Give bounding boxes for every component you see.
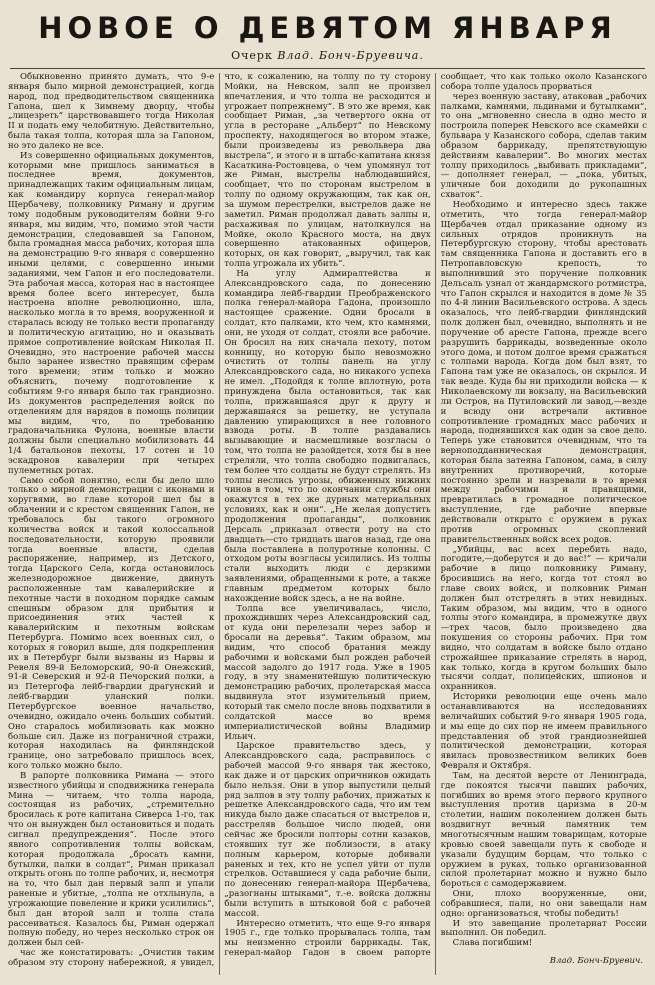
paragraph: В рапорте полковника Римана — этого известного убийцы и сподвижника генерала Мина — читаем, что толпа народа, состоящая из рабочих, „стремительно бросилась к роте капитана Сиверса 1-го, так что он вынужден был остановиться и подать сигнал предупреждения“. После этого явного сопротивления толпы войскам, которая продолжала „бросать камни, бутылки, палки в солдат“, Риман приказал открыть огонь по толпе рабочих, и, несмотря на то, что был дан первый залп и упали раненые и убитые, „толпа не отхлынула, а угрожающие повеление и крики усилились“, был дан второй залп и толпа стала рассеиваться. Казалось бы, Риман одержал полную победу, но через несколько строк он должен был сей- xyxy=(8,770,215,949)
subtitle-prefix: Очерк xyxy=(231,49,273,62)
paragraph: Царское правительство здесь, у Александровского сада, расправилось с рабочей массой 9-го января так жестоко, как даже и от царских опричников ожидать было нельзя. Они в упор выпустили целый ряд залпов в эту толпу рабочих, прижатых к решетке Александровского сада, что им тем никуда было даже спасаться от выстрелов и, расстреляв большое число людей, они сейчас же бросили полторы сотни казаков, стоявших тут же поблизости, в атаку полным карьером, которые добивали раненых и тех, кто не успел уйти от пули стрелков. Оставшиеся у сада рабочие были, по донесению генерал-майора Щербачева, „разогнаны штыками“, т.-е. войска должны были вступить в штыковой бой с рабочей массой. xyxy=(224,741,431,919)
paragraph: На углу Адмиралтейства и Александровского сада, по донесению командира лейб-гвардии Преображенского полка генерал-майора Гадона, произошло настоящее сражение. Одни бросали в солдат, кто палками, кто чем, кто камнями, они, не уходя от солдат, стояли все рабочие. Он бросил на них сначала пехоту, потом конницу, но которую было невозможно очистить от толпы панель на углу Александровского сада, но никакого успеха не имел. „Подойдя к толпе вплотную, рота принуждена была остановиться, так как толпа, прижавшаяся друг к другу и державшаяся за решетку, не уступала давлению упирающихся в нее головного взвода роты. В толпе раздавались вызывающие и насмешливые возгласы о том, что толпа не разойдется, хотя бы в нее стреляли, что толпа свободно подвигалась, тем более что солдаты не будут стрелять. Из толпы неслись угрозы, обиженных нижних чинов в том, что по окончании службы они окажутся в тех же дурных материальных условиях, как и они“. „Не желая допустить продолжения пропаганды“, полковник Дерсаль „приказал отвести роту на сто двадцать—сто тридцать шагов назад, где она была поставлена в полуротные колонны. С отходом роты возгласы усилились. Из толпы стали выходить люди с дерзкими заявлениями, обращенными к роте, а также главным предметом которых было нахождение войск здесь, а не на войне. xyxy=(224,268,431,604)
paragraph: через военную заставу, атаковав „рабочих палками, камнями, льдинами и бутылками“, то она „мгновенно снесла в одно место и построила поперек Невского все скамейки с бульвара у Казанского собора, сделав таким образом баррикаду, препятствующую действиям кавалерии“. Во многих местах толпу приходилось „выбивать прикладами“, — дополняет генерал, — „пока, убитых, уличные бои доходили до рукопашных схваток“. xyxy=(440,91,647,201)
signature: Влад. Бонч-Бруевич. xyxy=(549,956,643,967)
paragraph: Толпа все увеличивалась, число, прохождивших через Александровский сад, от куда они перелезали через забор и бросали на деревья“. Таким образом, мы видим, что способ братания между рабочими и войсками был рожден рабочей массой задолго до 1917 года. Уже в 1905 году, в эту знаменитейшую политическую демонстрацию рабочих, пролетарская масса выдвинула этот изумительный прием, который так смело после вновь подхватили в солдатской массе во время империалистической войны Владимир Ильич. xyxy=(224,603,431,742)
paragraph: Слава погибшим! xyxy=(452,938,533,949)
paragraph: Они, плохо вооруженные, они, собравшиеся, пали, но они завещали нам одно: организоваться, чтобы победить! xyxy=(440,889,647,919)
paragraph: И это завещание пролетариат России выполнил. Он победил. xyxy=(440,918,647,939)
paragraph: „Убийцы, вас всех перебить надо, погодите,—доберутся и до вас!“ — кричали рабочие в лицо полковнику Риману, бросившись на него, когда тот стоял во главе своих войск, и полковник Риман должен был отстрелять в этих невидных. Таким образом, мы видим, что в одного толпы этого командира, в промежутке двух—трех часов, было произведено два покушения со стороны рабочих. При том видно, что солдатам в войске было отдано строжайшее приказание стрелять в народ, как только, когда в кругом больших было тысячи солдат, полицейских, шпионов и охранников. xyxy=(440,544,647,693)
article-subtitle xyxy=(8,49,647,62)
paragraph: Там, на десятой версте от Ленинграда, где покоятся тысячи павших рабочих, погибших во время этого первого крупного выступления против царизма в 20-м столетии, нашим поколением должен быть воздвигнут вечный памятник тем многотысячным нашим товарищам, которые кровью своей завещали путь к свободе и указали будущим борцам, что только с оружием в руках, только организованной силой пролетариат можно и нужно было бороться с самодержавием. xyxy=(440,770,647,890)
subtitle-author: Влад. Бонч-Бруевича. xyxy=(277,49,424,62)
paragraph: час же констатировать: „Очистив таким образом эту сторону набережной, я увидел, что, к сожалению, на толпу по ту сторону Мойки, на Невском, залп не произвел впечатления, и что толпа не расходится и угрожает попрежнему“. В это же время, как сообщает Риман, „за четвертого окна от угла в ресторане „Альберт“ по Невскому проспекту, находящегося во втором этаже, были произведены из револьвера два выстрела“, и этого и в штабс-капитана князя Касаткина-Ростовцева, о чем упомянул тот же Риман, выстрелы наблюдавшийся, сообщает, что по сторонам выстрелом в толпу по одному окружающим, так как он, за шумом перестрелки, выстрелов даже не заметил. Риман продолжал давать залпы и, расхаживая по улицам, натолкнулся на Мойке, около Красного моста, на двух совершенно атакованных офицеров, которых, он как говорит, „выручил, так как толпа угрожала их убить“. xyxy=(8,72,431,968)
paragraph: Обыкновенно принято думать, что 9-е января было мирной демонстрацией, когда народ, под предводительством священника Гапона, шел к Зимнему дворцу, чтобы „лицезреть“ царствовавшего тогда Николая II и подать ему челобитную. Действительно, была такая толпа, которая шла за Гапоном, но это далеко не все. xyxy=(8,72,215,151)
paragraph: Необходимо и интересно здесь также отметить, что тогда генерал-майор Щербачев отдал приказание одному из сильных отрядов проникнуть на Петербургскую сторону, чтобы арестовать там священника Гапона и доставить его в Петропавловскую крепость, то выполнивший это поручение полковник Дельсаль узнал от жандармского ротмистра, что Гапон скрылся и находится в доме № 35 по 4-й линии Васильевского острова. А здесь оказалось, что лейб-гвардии финляндский полк должен был, очевидно, выполнять и не поручение об аресте Гапона, прежде всего разрушить баррикады, возведенные около этого дома, и потом долгое время сражаться с толпами народа. Когда дом был взят, то Гапона там уже не оказалось, он скрылся. И так везде. Куда бы ни приходили войска — к Николаевскому ли вокзалу, на Васильевский ли Остров, на Путиловский ли завод,—везде и всюду они встречали активное сопротивление громадных масс рабочих и народа, поднявшихся как один за свое дело. Теперь уже становится очевидным, что та верноподданническая демонстрация, которая была затеяна Гапоном, сама, в силу внутренних противоречий, которые постоянно зрели и назревали в то время между рабочими и правящими, превратилась в громадное политическое выступление, где рабочие впервые действовали открыто с оружием в руках против огромных скоплений правительственных войск всех родов. xyxy=(440,199,647,545)
article-title: НОВОЕ О ДЕВЯТОМ ЯНВАРЯ xyxy=(38,11,617,45)
article-body xyxy=(8,73,647,975)
paragraph: Историки революции еще очень мало останавливаются на исследованиях величайших событий 9-го января 1905 года, и мы еще до сих пор не имеем правильного представления об этой грандиознейшей политической демонстрации, которая явилась провозвестником великих боев Февраля и Октября. xyxy=(440,692,647,772)
paragraph: Из совершенно официальных документов, которыми мне пришлось заниматься в последнее время, документов, принадлежащих таким официальным лицам, как командиру корпуса генерал-майор Щербачеву, полковнику Риману и другим тому подобным руководителям бойни 9-го января, мы видим, что, помимо этой части демонстрации, следовавшей за Гапоном, была громадная масса рабочих, которая шла на демонстрацию 9-го января с совершенно иными целями, с совершенно иными заданиями, чем Гапон и его последователи. Эта рабочая масса, которая нас в настоящее время более всего интересует, была настроена вполне революционно, шла, насколько могла в то время, вооруженной и старалась всюду не только вести пропаганду и политическую агитацию, но и оказывать прямое сопротивление войскам Николая II. Очевидно, это настроение рабочей массы было заранее известно правящим сферам того времени; этим только и можно объяснить, почему подготовление к событиям 9-го января было так грандиозно. Из документов распределения войск по отделениям для нарядов в помощь полиции мы видим, что, по требованию градоначальника Фулона, военные власти должны были специально мобилизовать 44 1/4 батальонов пехоты, 17 сотен и 10 эскадронов кавалерии при четырех пулеметных ротах. xyxy=(8,150,215,476)
paragraph: Интересно отметить, что еще 9-го января 1905 г., где только прорывалась толпа, там мы неизменно строили баррикады. Так, генерал-майор Гадон в своем рапорте сообщает, что как только около Казанского собора толпе удалось прорваться xyxy=(224,72,647,959)
title-divider xyxy=(10,68,645,69)
paragraph: Само собой понятно, если бы дело шло только о мирной демонстрации с иконами и хоругвями, во главе которой шел бы в облачении и с крестом священник Гапон, не требовалось бы такого огромного количества войск и такой колоссальной последовательности, которую проявили тогда военные власти, сделав распоряжение, например, из Детского, тогда Царского Села, когда остановилось железнодорожное движение, двинуть расположенные там кавалерийские и пехотные части в походном порядке самым спешным образом для прибытия и присоединения этих частей к кавалерийским и пехотным войскам Петербурга. Помимо всех военных сил, о которых я говорил выше, для подкрепления их в Петербург были вызваны из Нарвы и Ревеля 89-й Беломорский, 90-й Онежский, 91-й Северский и 92-й Печорский полки, а из Петергофа лейб-гвардии драгунский и лейб-гвардии уланский полки. Петербургское военное начальство, очевидно, ожидало очень больших событий. Оно старалось мобилизовать как можно больше сил. Даже из пограничной стражи, которая находилась на финляндской границе, оно затребовало пришлось всех, кого только можно было. xyxy=(8,475,215,772)
